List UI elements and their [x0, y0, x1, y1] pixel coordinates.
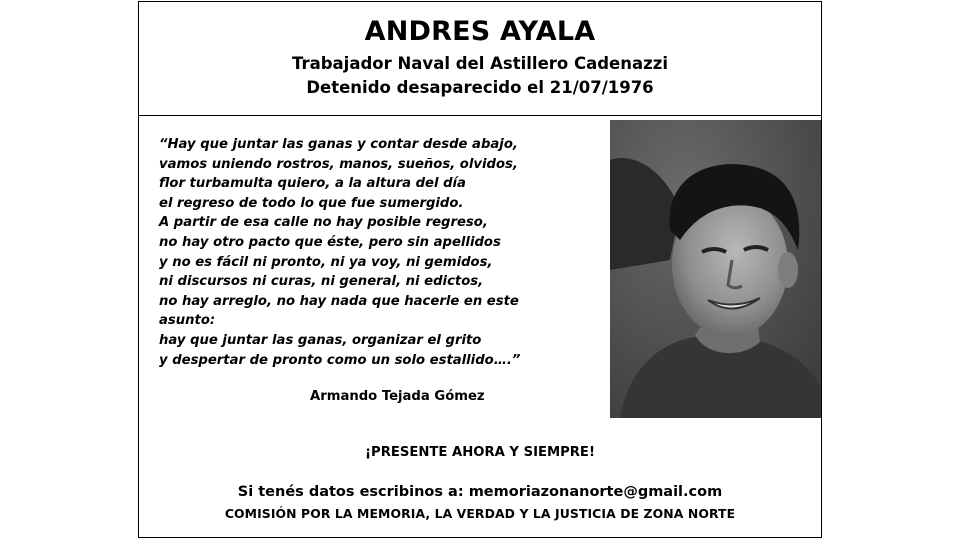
memorial-card [138, 1, 822, 538]
poem-line: no hay otro pacto que éste, pero sin apellidos [159, 234, 501, 250]
person-status: Detenido desaparecido el 21/07/1976 [306, 78, 654, 97]
poem-line: hay que juntar las ganas, organizar el grito [159, 332, 482, 348]
contact-line: Si tenés datos escribinos a: memoriazonanorte@gmail.com [237, 484, 723, 500]
person-name: ANDRES AYALA [364, 16, 596, 47]
portrait-image [610, 120, 821, 418]
poem-line: A partir de esa calle no hay posible regreso, [159, 215, 488, 231]
slogan: ¡PRESENTE AHORA Y SIEMPRE! [365, 445, 595, 460]
poem-line: vamos uniendo rostros, manos, sueños, olvidos, [159, 156, 518, 172]
poem-line: no hay arreglo, no hay nada que hacerle en este [159, 293, 519, 309]
poem-line: ni discursos ni curas, ni general, ni edictos, [159, 274, 484, 290]
poem-author: Armando Tejada Gómez [310, 389, 485, 404]
poem [159, 135, 599, 370]
person-occupation: Trabajador Naval del Astillero Cadenazzi [292, 54, 668, 73]
card-header [139, 2, 821, 116]
poem-line: asunto: [159, 313, 216, 329]
poem-line: flor turbamulta quiero, a la altura del día [159, 176, 466, 192]
ear-shape [778, 252, 798, 288]
organization-footer: COMISIÓN POR LA MEMORIA, LA VERDAD Y LA JUSTICIA DE ZONA NORTE [224, 506, 736, 521]
portrait-photo [610, 120, 821, 418]
poem-line: y no es fácil ni pronto, ni ya voy, ni gemidos, [159, 254, 493, 270]
poem-line: “Hay que juntar las ganas y contar desde abajo, [159, 137, 518, 152]
poem-line: y despertar de pronto como un solo estallido….” [159, 352, 521, 368]
poem-line: el regreso de todo lo que fue sumergido. [159, 195, 464, 211]
